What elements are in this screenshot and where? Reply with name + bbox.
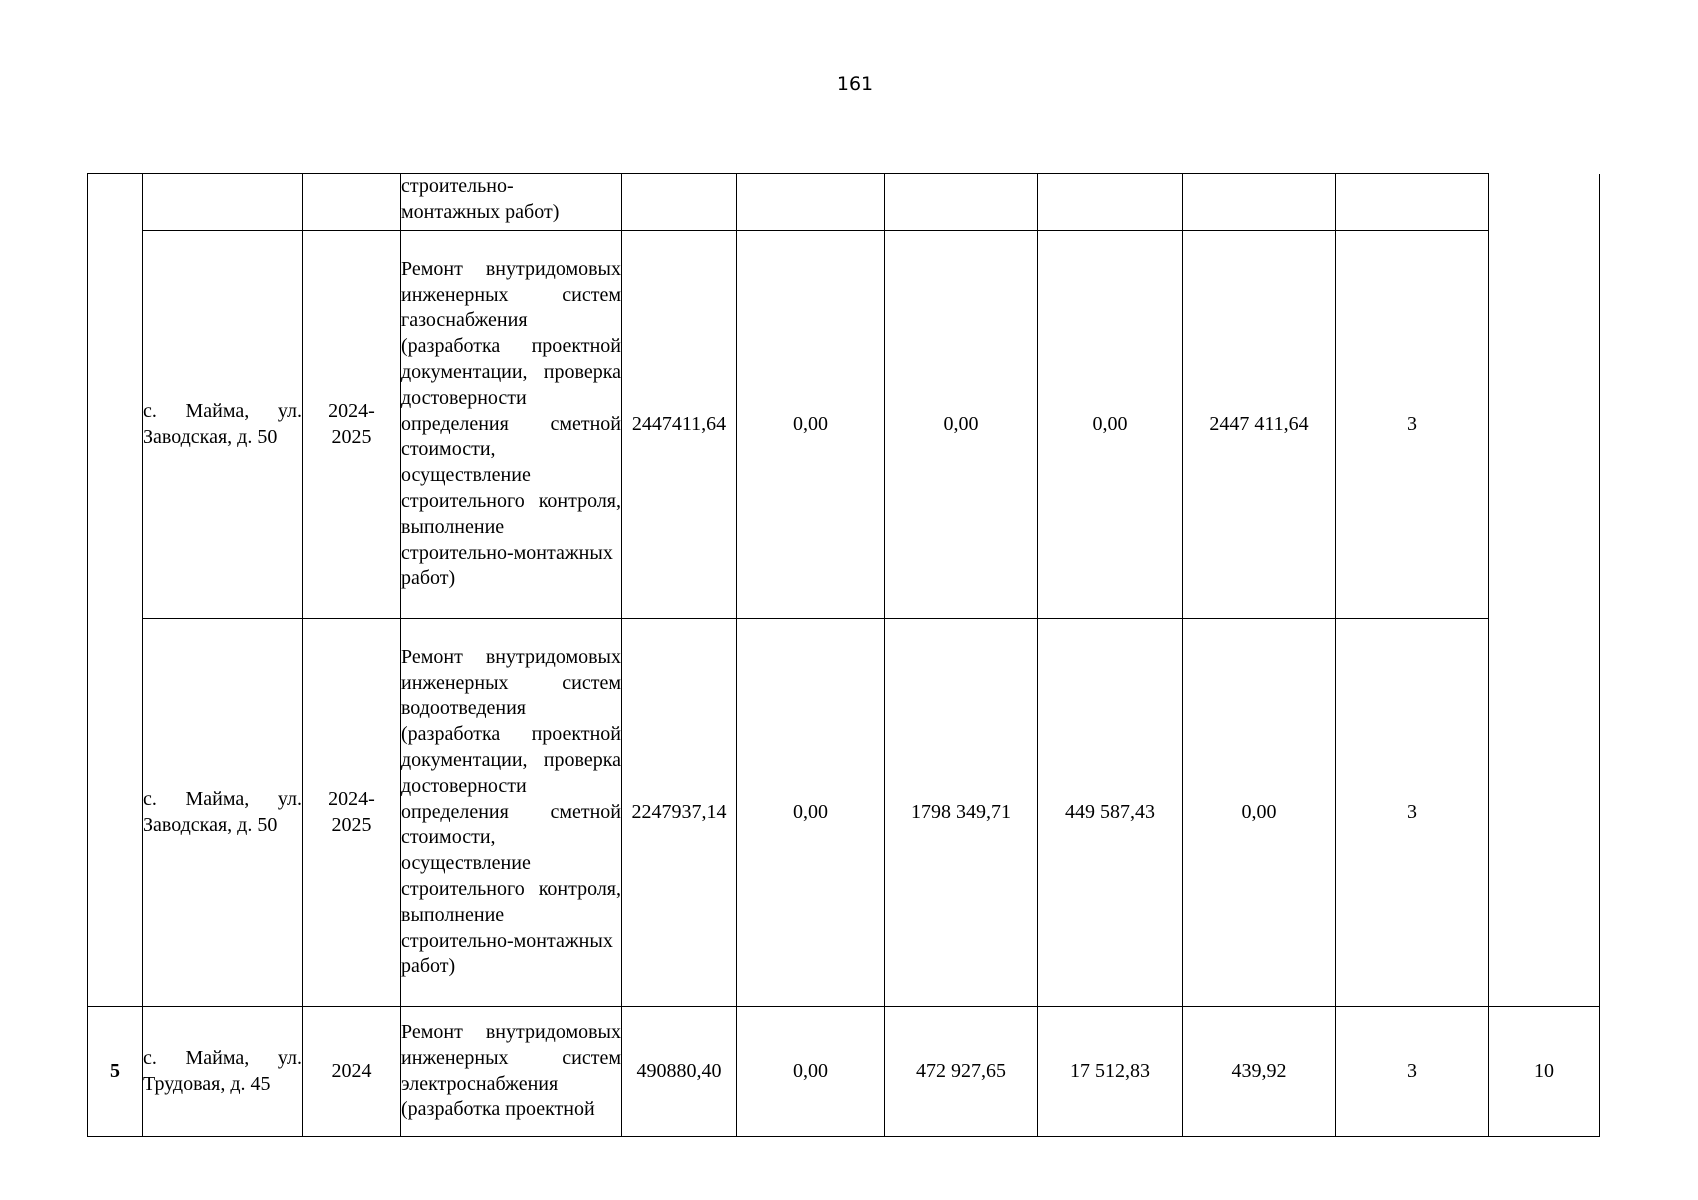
cost-cell: 449 587,43	[1038, 619, 1183, 1007]
years-cell	[303, 174, 401, 231]
cost-cell: 1798 349,71	[885, 619, 1038, 1007]
table-row	[88, 174, 1600, 231]
cost-cell: 0,00	[737, 619, 885, 1007]
cost-cell: 439,92	[1183, 1007, 1336, 1137]
extra-cell: 10	[1489, 1007, 1600, 1137]
code-cell: 3	[1336, 231, 1489, 619]
work-description-cell: Ремонт внутридомовых инженерных систем электроснабжения (разработка проектной	[401, 1007, 622, 1137]
cost-cell	[885, 174, 1038, 231]
code-cell	[1336, 174, 1489, 231]
table-row	[88, 1007, 1600, 1137]
extra-cell	[1489, 174, 1600, 1007]
years-cell: 2024- 2025	[303, 231, 401, 619]
years-cell: 2024- 2025	[303, 619, 401, 1007]
cost-cell: 472 927,65	[885, 1007, 1038, 1137]
total-cost-cell: 490880,40	[622, 1007, 737, 1137]
address-cell: с. Майма, ул. Трудовая, д. 45	[143, 1007, 303, 1137]
years-cell: 2024	[303, 1007, 401, 1137]
cost-cell: 0,00	[737, 1007, 885, 1137]
address-cell	[143, 174, 303, 231]
cost-cell: 0,00	[1038, 231, 1183, 619]
code-cell: 3	[1336, 619, 1489, 1007]
total-cost-cell	[622, 174, 737, 231]
row-number-cell	[88, 174, 143, 1007]
page-number: 161	[836, 73, 874, 95]
work-description-cell: Ремонт внутридомовых инженерных систем водоотведения (разработка проектной документации, проверка достоверности определения сметной стоимости, осуществление строительного контроля, выполнение строительно-монтажных работ)	[401, 619, 622, 1007]
total-cost-cell: 2447411,64	[622, 231, 737, 619]
cost-cell	[737, 174, 885, 231]
row-number-cell: 5	[88, 1007, 143, 1137]
code-cell: 3	[1336, 1007, 1489, 1137]
work-description-cell: строительно- монтажных работ)	[401, 174, 622, 231]
cost-cell: 17 512,83	[1038, 1007, 1183, 1137]
table-row	[88, 231, 1600, 619]
total-cost-cell: 2247937,14	[622, 619, 737, 1007]
cost-cell	[1183, 174, 1336, 231]
cost-cell: 0,00	[885, 231, 1038, 619]
address-cell: с. Майма, ул. Заводская, д. 50	[143, 619, 303, 1007]
cost-cell: 0,00	[737, 231, 885, 619]
table-row	[88, 619, 1600, 1007]
cost-cell: 0,00	[1183, 619, 1336, 1007]
cost-cell	[1038, 174, 1183, 231]
cost-cell: 2447 411,64	[1183, 231, 1336, 619]
program-table	[87, 173, 1600, 1137]
address-cell: с. Майма, ул. Заводская, д. 50	[143, 231, 303, 619]
work-description-cell: Ремонт внутридомовых инженерных систем газоснабжения (разработка проектной документации, проверка достоверности определения сметной стоимости, осуществление строительного контроля, выполнение строительно-монтажных работ)	[401, 231, 622, 619]
